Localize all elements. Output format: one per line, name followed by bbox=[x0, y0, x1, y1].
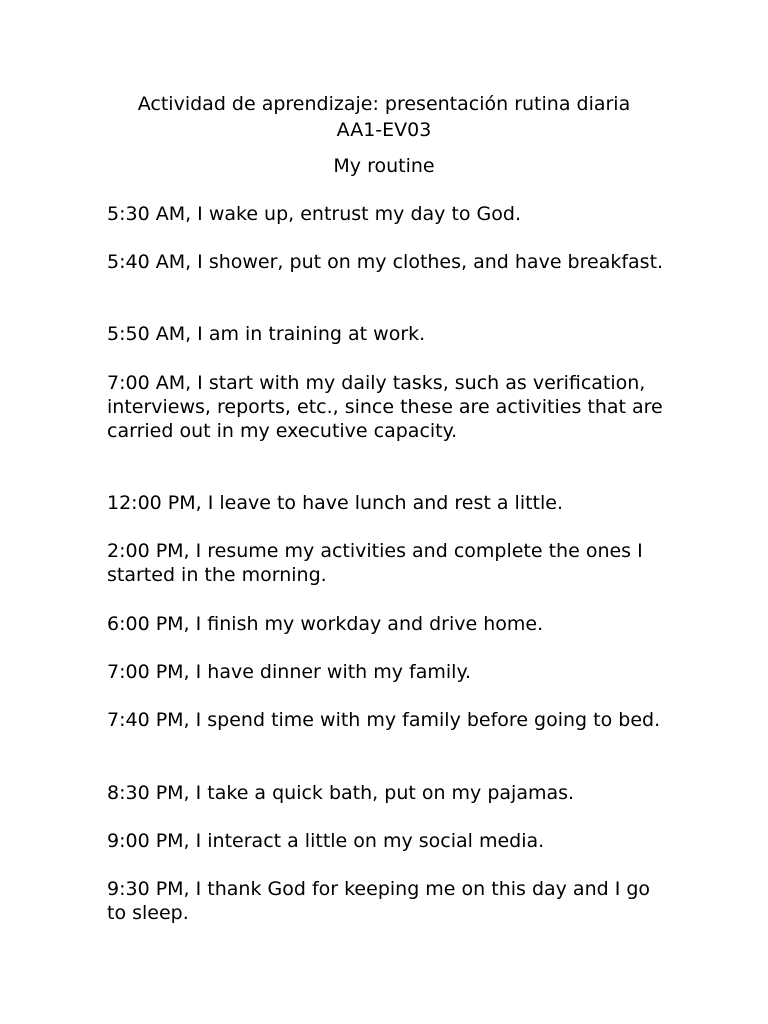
routine-entry: 8:30 PM, I take a quick bath, put on my pajamas. bbox=[107, 782, 575, 804]
routine-entry: 9:00 PM, I interact a little on my social media. bbox=[107, 830, 545, 852]
routine-entry: 2:00 PM, I resume my activities and complete the ones I started in the morning. bbox=[107, 540, 643, 586]
routine-entry: 7:00 AM, I start with my daily tasks, such as verification, interviews, reports, etc., since these are activities that are carried out in my executive capacity. bbox=[107, 372, 663, 442]
routine-entry: 7:00 PM, I have dinner with my family. bbox=[107, 661, 472, 683]
activity-code: AA1-EV03 bbox=[336, 119, 432, 141]
document-title: Actividad de aprendizaje: presentación rutina diaria bbox=[137, 93, 631, 115]
routine-heading: My routine bbox=[333, 155, 435, 177]
routine-entry: 5:40 AM, I shower, put on my clothes, and have breakfast. bbox=[107, 251, 664, 273]
routine-entry: 6:00 PM, I finish my workday and drive home. bbox=[107, 613, 544, 635]
routine-entry: 7:40 PM, I spend time with my family before going to bed. bbox=[107, 709, 661, 731]
routine-entry: 9:30 PM, I thank God for keeping me on this day and I go to sleep. bbox=[107, 878, 651, 924]
routine-entry: 12:00 PM, I leave to have lunch and rest a little. bbox=[107, 492, 564, 514]
routine-entry: 5:30 AM, I wake up, entrust my day to God. bbox=[107, 203, 522, 225]
routine-entry: 5:50 AM, I am in training at work. bbox=[107, 323, 426, 345]
